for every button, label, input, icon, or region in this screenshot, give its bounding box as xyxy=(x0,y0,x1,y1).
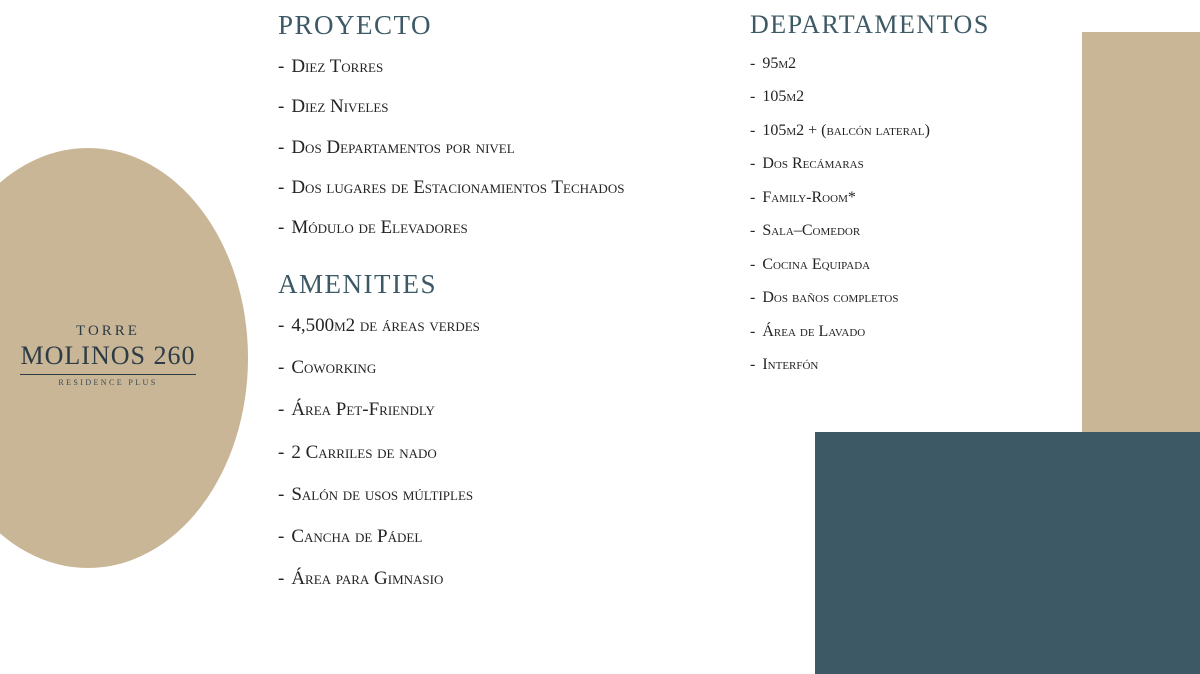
brand-logo xyxy=(8,322,208,387)
list-item-label: Sala–Comedor xyxy=(762,222,861,240)
departamentos-heading: DEPARTAMENTOS xyxy=(750,10,990,39)
bullet-dash: - xyxy=(750,188,756,206)
bullet-dash: - xyxy=(278,56,285,77)
bullet-dash: - xyxy=(750,88,756,106)
bullet-dash: - xyxy=(750,356,756,374)
bullet-dash: - xyxy=(750,55,756,72)
list-item-label: Coworking xyxy=(291,356,377,378)
bullet-dash: - xyxy=(750,255,756,273)
list-item xyxy=(278,314,698,338)
right-column xyxy=(750,10,1080,389)
bullet-dash: - xyxy=(750,155,756,173)
list-item-label: Cancha de Pádel xyxy=(291,526,423,548)
teal-block-decoration xyxy=(815,432,1200,674)
bullet-dash: - xyxy=(278,441,285,463)
list-item-label: Área para Gimnasio xyxy=(291,568,444,590)
list-item xyxy=(278,55,698,79)
list-item xyxy=(278,95,698,119)
amenities-list xyxy=(278,314,698,592)
bullet-dash: - xyxy=(278,483,285,505)
list-item-label: Dos lugares de Estacionamientos Techados xyxy=(291,176,625,198)
bullet-dash: - xyxy=(278,568,285,590)
bullet-dash: - xyxy=(750,322,756,340)
bullet-dash: - xyxy=(278,399,285,421)
bullet-dash: - xyxy=(278,314,285,336)
list-item xyxy=(750,188,1080,208)
list-item-label: Salón de usos múltiples xyxy=(291,483,474,505)
list-item xyxy=(278,567,698,591)
list-item-label: 95m2 xyxy=(762,55,797,72)
list-item-label: Área de Lavado xyxy=(762,322,866,340)
list-item-label: 105m2 xyxy=(762,88,805,106)
departamentos-list xyxy=(750,54,1080,376)
middle-column xyxy=(278,10,698,610)
tan-vertical-bar-decoration xyxy=(1082,32,1200,432)
list-item xyxy=(278,441,698,465)
list-item xyxy=(278,176,698,200)
bullet-dash: - xyxy=(278,217,285,239)
logo-divider xyxy=(20,374,196,375)
bullet-dash: - xyxy=(278,356,285,378)
list-item-label: Dos baños completos xyxy=(762,289,899,307)
list-item xyxy=(278,216,698,240)
list-item-label: Dos Departamentos por nivel xyxy=(291,136,515,158)
list-item xyxy=(750,288,1080,308)
bullet-dash: - xyxy=(750,121,756,139)
list-item xyxy=(750,121,1080,141)
list-item xyxy=(278,525,698,549)
list-item xyxy=(750,255,1080,275)
bullet-dash: - xyxy=(278,136,285,158)
list-item xyxy=(278,136,698,160)
list-item-label: Dos Recámaras xyxy=(762,155,864,173)
proyecto-list xyxy=(278,55,698,241)
logo-main-text: MOLINOS 260 xyxy=(20,341,196,370)
list-item-label: Family-Room* xyxy=(762,188,856,206)
list-item-label: Área Pet-Friendly xyxy=(291,399,435,421)
list-item-label: 105m2 + (balcón lateral) xyxy=(762,121,930,139)
list-item-label: 4,500m2 de áreas verdes xyxy=(291,314,480,336)
list-item xyxy=(750,154,1080,174)
list-item-label: Módulo de Elevadores xyxy=(291,217,468,239)
logo-top-text: TORRE xyxy=(76,323,140,339)
list-item xyxy=(750,355,1080,375)
list-item xyxy=(278,356,698,380)
bullet-dash: - xyxy=(750,222,756,240)
list-item-label: Diez Niveles xyxy=(291,96,389,118)
bullet-dash: - xyxy=(278,176,285,198)
list-item xyxy=(750,322,1080,342)
bullet-dash: - xyxy=(750,289,756,307)
list-item-label: Cocina Equipada xyxy=(762,255,871,273)
list-item xyxy=(278,483,698,507)
bullet-dash: - xyxy=(278,96,285,118)
list-item xyxy=(750,221,1080,241)
list-item-label: 2 Carriles de nado xyxy=(291,441,437,463)
list-item xyxy=(750,54,1080,74)
logo-sub-text: RESIDENCE PLUS xyxy=(58,377,158,387)
list-item xyxy=(278,398,698,422)
bullet-dash: - xyxy=(278,526,285,548)
list-item xyxy=(750,87,1080,107)
list-item-label: Interfón xyxy=(762,356,819,374)
amenities-heading: AMENITIES xyxy=(278,268,437,299)
proyecto-heading: PROYECTO xyxy=(278,10,433,40)
list-item-label: Diez Torres xyxy=(291,56,384,77)
